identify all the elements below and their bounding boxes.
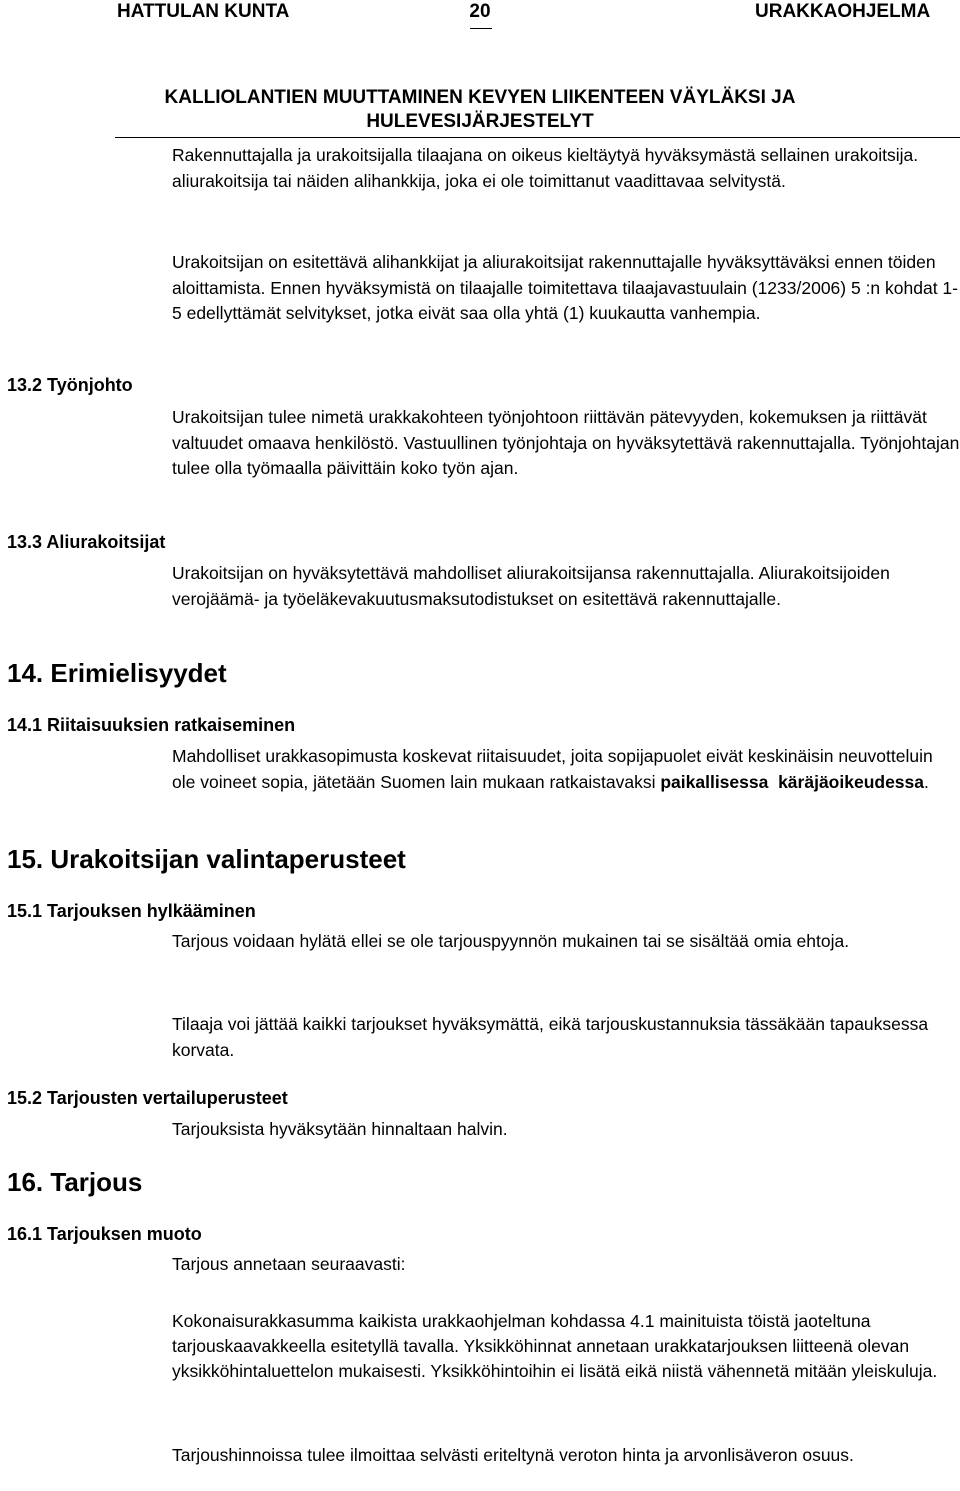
header-organization: HATTULAN KUNTA xyxy=(117,1,290,22)
disputes-bold-court: käräjäoikeudessa xyxy=(778,771,925,792)
heading-13-3: 13.3 Aliurakoitsijat xyxy=(7,532,166,552)
title-divider xyxy=(115,137,960,138)
heading-13-2: 13.2 Työnjohto xyxy=(7,375,133,395)
paragraph-reject-all: Tilaaja voi jättää kaikki tarjoukset hyväksymättä, eikä tarjouskustannuksia tässäkään tapauksessa korvata. xyxy=(172,1014,929,1060)
heading-14-1: 14.1 Riitaisuuksien ratkaiseminen xyxy=(7,715,296,735)
disputes-text: Mahdolliset urakkasopimusta koskevat riitaisuudet, joita sopijapuolet eivät keskinäisin neuvotteluin ole voineet sopia, jätetään Suomen lain mukaan ratkaistavaksi xyxy=(172,746,933,792)
heading-15-2: 15.2 Tarjousten vertailuperusteet xyxy=(7,1088,288,1108)
paragraph-offer-rejection: Tarjous voidaan hylätä ellei se ole tarjouspyynnön mukainen tai se sisältää omia ehtoja. xyxy=(172,931,850,951)
paragraph-vat: Tarjoushinnoissa tulee ilmoittaa selvästi eriteltynä veroton hinta ja arvonlisäveron osuus. xyxy=(172,1445,854,1465)
page-number-underline xyxy=(470,28,492,29)
heading-14: 14. Erimielisyydet xyxy=(7,658,227,688)
paragraph-subcontractors: Urakoitsijan on hyväksytettävä mahdolliset aliurakoitsijansa rakennuttajalla. Aliurakoitsijoiden verojäämä- ja työeläkevakuutusmaksutodistukset on esitettävä rakennuttajalle. xyxy=(172,563,890,609)
paragraph-disputes xyxy=(172,744,960,795)
document-title-line2: HULEVESIJÄRJESTELYT xyxy=(366,111,594,132)
heading-16: 16. Tarjous xyxy=(7,1167,143,1197)
disputes-end: . xyxy=(924,771,929,792)
disputes-bold-local: paikallisessa xyxy=(660,771,769,792)
paragraph-cheapest: Tarjouksista hyväksytään hinnaltaan halvin. xyxy=(172,1119,508,1139)
paragraph-total-sum: Kokonaisurakkasumma kaikista urakkaohjelman kohdassa 4.1 mainituista töistä jaoteltuna tarjouskaavakkeella esitetyllä tavalla. Yksikköhinnat annetaan urakkatarjouksen liitteenä olevan yksikköhintaluettelon mukaisesti. Yksikköhintoihin ei lisätä eikä niistä vähennetä mitään yleiskuluja. xyxy=(172,1311,938,1381)
paragraph-subcontractor-approval: Urakoitsijan on esitettävä alihankkijat ja aliurakoitsijat rakennuttajalle hyväksyttäväksi ennen töiden aloittamista. Ennen hyväksymistä on tilaajalle toimitettava tilaajavastuulain (1233/2006) 5 :n kohdat 1-5 edellyttämät selvitykset, jotka eivät saa olla yhtä (1) kuukautta vanhempia. xyxy=(172,252,958,323)
heading-16-1: 16.1 Tarjouksen muoto xyxy=(7,1224,202,1244)
paragraph-site-management: Urakoitsijan tulee nimetä urakkakohteen työnjohtoon riittävän pätevyyden, kokemuksen ja riittävät valtuudet omaava henkilöstö. Vastuullinen työnjohtaja on hyväksytettävä rakennuttajalla. Työnjohtajan tulee olla työmaalla päivittäin koko työn ajan. xyxy=(172,407,960,478)
paragraph-rejection-right: Rakennuttajalla ja urakoitsijalla tilaajana on oikeus kieltäytyä hyväksymästä sellainen urakoitsija. aliurakoitsija tai näiden alihankkija, joka ei ole toimittanut vaadittavaa selvitystä. xyxy=(172,145,919,191)
heading-15: 15. Urakoitsijan valintaperusteet xyxy=(7,844,406,874)
header-document-type: URAKKAOHJELMA xyxy=(755,1,931,22)
document-title-line1: KALLIOLANTIEN MUUTTAMINEN KEVYEN LIIKENTEEN VÄYLÄKSI JA xyxy=(164,87,796,108)
heading-15-1: 15.1 Tarjouksen hylkääminen xyxy=(7,901,256,921)
paragraph-offer-given: Tarjous annetaan seuraavasti: xyxy=(172,1254,406,1274)
page-number: 20 xyxy=(469,1,491,22)
